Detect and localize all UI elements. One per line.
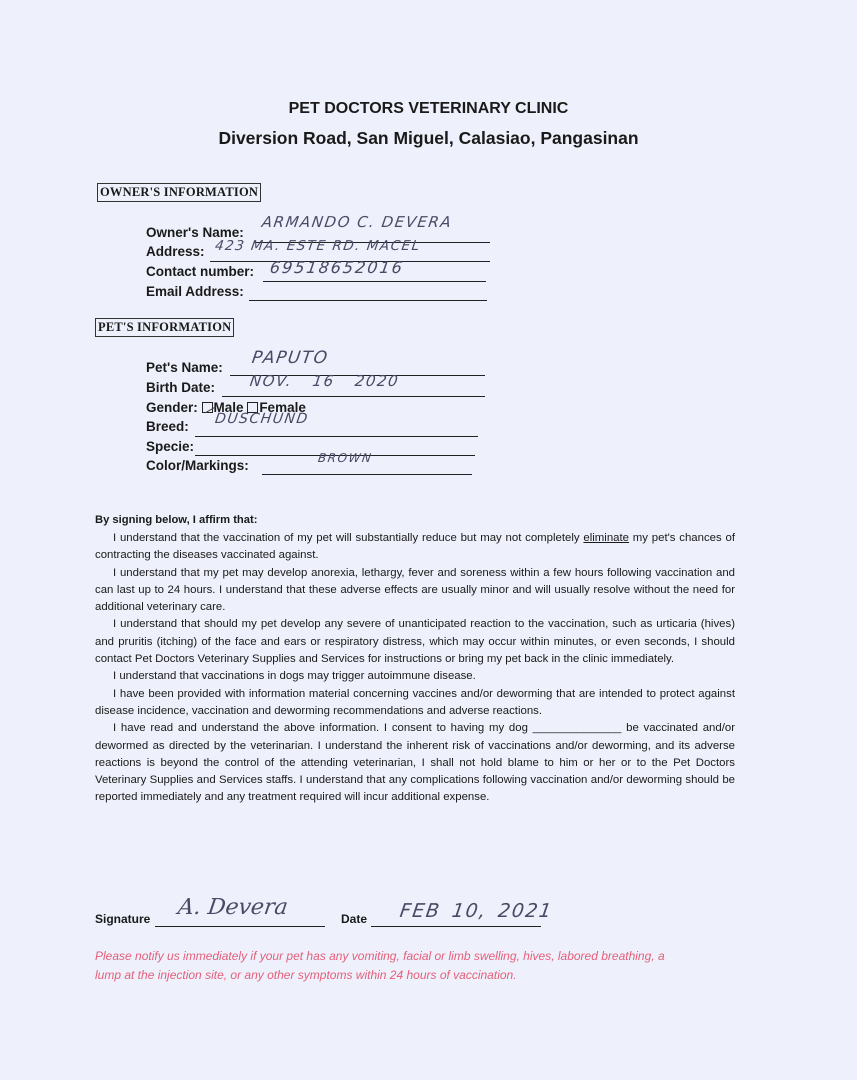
signature-field[interactable]: A. Devera	[176, 895, 290, 920]
consent-body	[95, 530, 735, 807]
breed-field[interactable]: DUSCHUND	[213, 411, 310, 427]
consent-paragraph-3: I understand that should my pet develop any severe of unanticipated reaction to the vaccination, such as urticaria (hives) and pruritis (itching) of the face and ears or respiratory distress, which may occur within minutes, or even seconds, I should contact Pet Doctors Veterinary Supplies and Services for instructions or bring my pet back in the clinic immediately.	[95, 618, 735, 666]
gender-male-label: Male	[213, 400, 244, 415]
contact-number-line	[263, 281, 486, 282]
pet-name-label: Pet's Name:	[146, 360, 223, 375]
address-label: Address:	[146, 244, 205, 259]
owner-name-label: Owner's Name:	[146, 225, 244, 240]
consent-paragraph-4: I understand that vaccinations in dogs may trigger autoimmune disease.	[113, 670, 476, 683]
clinic-name: PET DOCTORS VETERINARY CLINIC	[288, 100, 569, 117]
consent-paragraph-2: I understand that my pet may develop anorexia, lethargy, fever and soreness within a few hours following vaccination and can last up to 24 hours. I understand that these adverse effects are usually minor and will usually resolve without the need for additional veterinary care.	[95, 566, 735, 614]
owner-name-field[interactable]: ARMANDO C. DEVERA	[260, 213, 454, 231]
gender-male-checkbox[interactable]	[202, 402, 213, 413]
email-label: Email Address:	[146, 284, 244, 299]
date-field[interactable]: FEB 10, 2021	[398, 900, 555, 922]
post-vaccination-notice: Please notify us immediately if your pet has any vomiting, facial or limb swelling, hives, labored breathing, a lump at the injection site, or any other symptoms within 24 hours of vaccination.	[95, 949, 665, 982]
signature-label: Signature	[95, 912, 151, 926]
consent-paragraph-1: I understand that the vaccination of my pet will substantially reduce but may not completely eliminate my pet's chances of contracting the diseases vaccinated against.	[95, 532, 735, 562]
dog-name-blank[interactable]: ______________	[532, 722, 622, 735]
consent-paragraph-6: I have read and understand the above information. I consent to having my dog ______________ be vaccinated and/or dewormed as directed by the veterinarian. I understand the inherent risk of vaccinations and/or deworming, and its adverse reactions is beyond the control of the attending veterinarian, I shall not hold blame to him or her or to the Pet Doctors Veterinary Supplies and Services staffs. I understand that any complications following vaccination and/or deworming should be reported immediately and any treatment required will incur additional expense.	[95, 722, 736, 804]
date-label: Date	[341, 912, 368, 926]
pet-name-field[interactable]: PAPUTO	[250, 348, 330, 368]
gender-label: Gender:	[146, 400, 198, 415]
pet-section-heading: PET'S INFORMATION	[95, 318, 234, 337]
consent-intro: By signing below, I affirm that:	[95, 514, 258, 526]
color-markings-field[interactable]: BROWN	[317, 451, 374, 465]
color-markings-label: Color/Markings:	[146, 458, 249, 473]
breed-line	[195, 436, 478, 437]
date-line	[371, 926, 541, 927]
specie-label: Specie:	[146, 439, 195, 454]
email-line	[249, 300, 487, 301]
address-field[interactable]: 423 MA. ESTE RD. MACEL	[213, 238, 422, 254]
birth-date-line	[222, 396, 485, 397]
clinic-address: Diversion Road, San Miguel, Calasiao, Pangasinan	[218, 128, 639, 148]
consent-paragraph-5: I have been provided with information material concerning vaccines and/or deworming that are intended to protect against disease incidence, vaccination and deworming recommendations and adverse reactions.	[95, 687, 735, 717]
gender-female-label: Female	[259, 400, 306, 415]
birth-date-label: Birth Date:	[146, 380, 216, 395]
birth-date-field[interactable]: NOV. 16 2020	[248, 372, 401, 390]
contact-number-field[interactable]: 69518652016	[268, 258, 406, 277]
breed-label: Breed:	[146, 419, 189, 434]
color-markings-line	[262, 474, 472, 475]
owner-section-heading: OWNER'S INFORMATION	[97, 183, 261, 202]
signature-line	[155, 926, 325, 927]
contact-number-label: Contact number:	[146, 264, 254, 279]
